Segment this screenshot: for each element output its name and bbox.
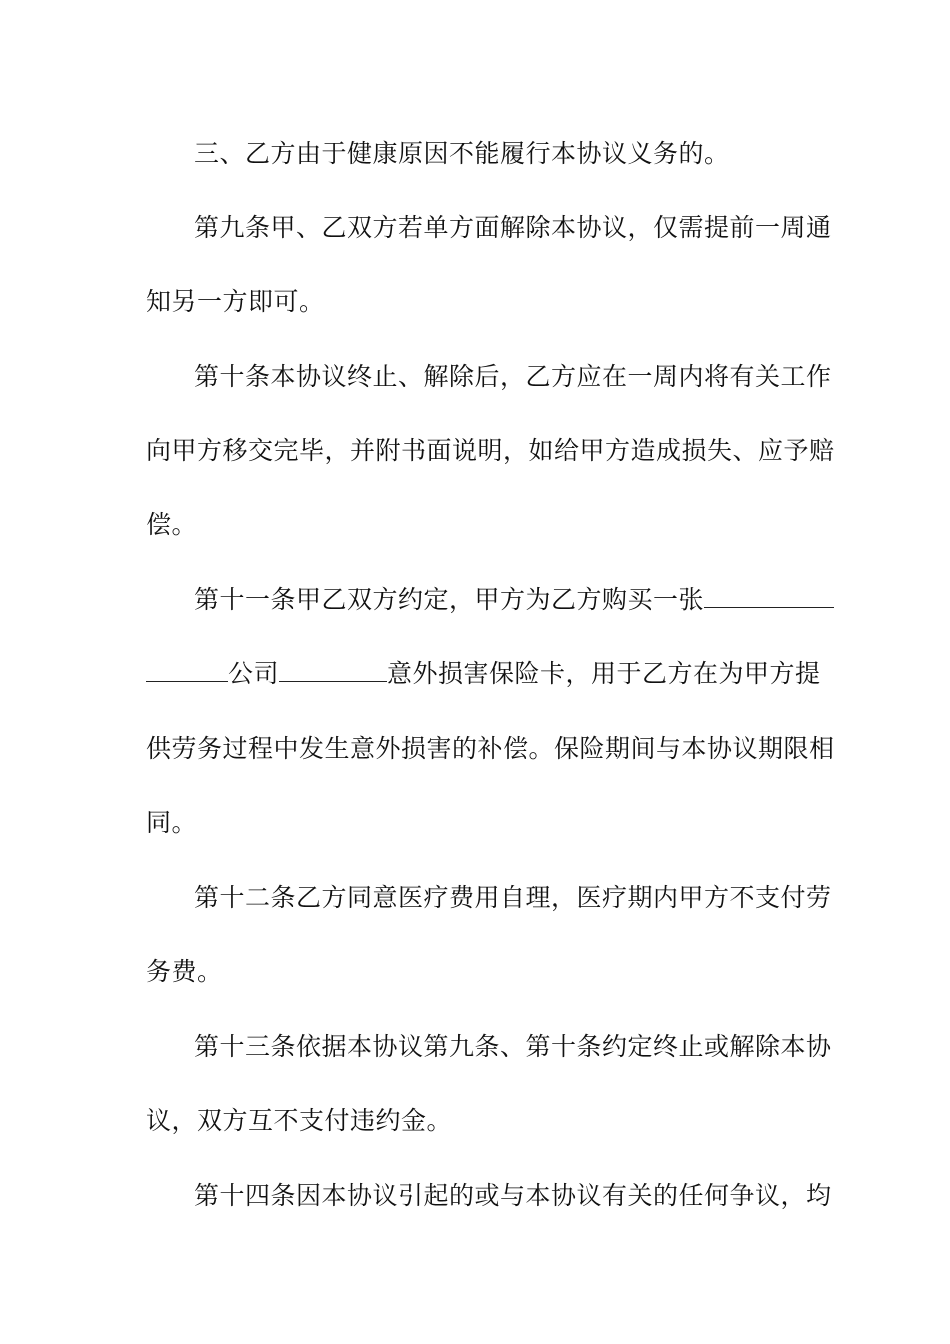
article-10-line-2 — [146, 433, 835, 469]
text-line: 第十四条因本协议引起的或与本协议有关的任何争议，均 — [194, 1181, 832, 1210]
text-line: 第十三条依据本协议第九条、第十条约定终止或解除本协 — [194, 1032, 832, 1061]
blank-fill-line — [704, 583, 834, 608]
article-11-line-1 — [194, 582, 874, 618]
text-line: 第十条本协议终止、解除后，乙方应在一周内将有关工作 — [194, 362, 832, 391]
article-12-line-2 — [146, 954, 826, 990]
article-9-line-1 — [194, 210, 874, 246]
article-13-line-1 — [194, 1029, 874, 1065]
blank-fill-line — [146, 657, 228, 682]
text-line: 务费。 — [146, 957, 223, 986]
article-11-line-2 — [146, 656, 826, 692]
text-line: 第十二条乙方同意医疗费用自理，医疗期内甲方不支付劳 — [194, 883, 832, 912]
text-line: 议，双方互不支付违约金。 — [146, 1106, 453, 1135]
text-line: 第十一条甲乙双方约定，甲方为乙方购买一张 — [194, 585, 705, 614]
article-10-line-3 — [146, 507, 826, 543]
text-line: 同。 — [146, 808, 198, 837]
article-13-line-2 — [146, 1103, 826, 1139]
article-10-line-1 — [194, 359, 874, 395]
paragraph-item-3 — [194, 136, 874, 172]
article-14-line-1 — [194, 1178, 874, 1214]
text-line: 偿。 — [146, 510, 198, 539]
text-line: 意外损害保险卡，用于乙方在为甲方提 — [387, 659, 821, 688]
article-11-line-3 — [146, 731, 835, 767]
article-11-line-4 — [146, 805, 826, 841]
text-line: 公司 — [228, 659, 280, 688]
text-line: 供劳务过程中发生意外损害的补偿。保险期间与本协议期限相 — [146, 734, 835, 763]
article-9-line-2 — [146, 284, 826, 320]
blank-fill-line — [279, 657, 387, 682]
article-12-line-1 — [194, 880, 874, 916]
text-line: 知另一方即可。 — [146, 287, 325, 316]
text-line: 第九条甲、乙双方若单方面解除本协议，仅需提前一周通 — [194, 213, 832, 242]
text-line: 向甲方移交完毕，并附书面说明，如给甲方造成损失、应予赔 — [146, 436, 835, 465]
text-line: 三、乙方由于健康原因不能履行本协议义务的。 — [194, 139, 730, 168]
